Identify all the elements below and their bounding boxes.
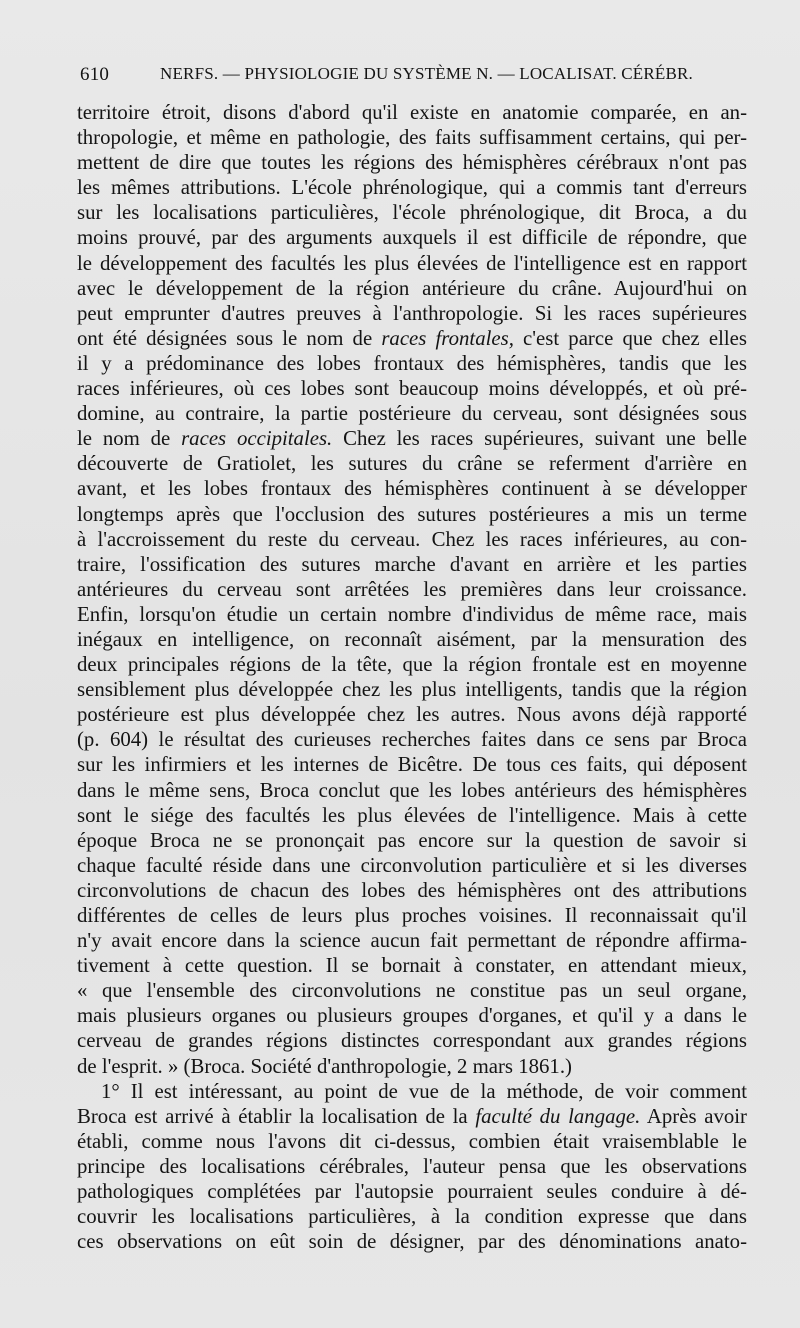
text-line: deux principales régions de la tête, que la région frontale est en moyenne [77,653,747,677]
text-line: sensiblement plus développée chez les plus intelligents, tandis que la région [77,678,747,702]
text-segment: 1° Il est intéressant, au point de vue de la méthode, de voir comment [101,1079,747,1103]
text-line [77,1104,747,1129]
text-line: à l'accroissement du reste du cerveau. Chez les races inférieures, au con- [77,527,747,551]
text-line [77,426,747,451]
text-line: différentes de celles de leurs plus proches voisines. Il reconnaissait qu'il [77,904,747,927]
page-number: 610 [80,64,110,85]
text-line: territoire étroit, disons d'abord qu'il existe en anatomie comparée, en an- [77,101,747,124]
body-text [77,100,747,1254]
text-line: thropologie, et même en pathologie, des faits suffisamment certains, qui per- [77,126,747,150]
text-line: principe des localisations cérébrales, l'auteur pensa que les observations [77,1154,747,1178]
text-line: circonvolutions de chacun des lobes des hémisphères ont des attributions [77,878,747,902]
text-line: longtemps après que l'occlusion des sutures postérieures a mis un terme [77,502,747,526]
text-line [77,1079,747,1104]
text-line: postérieure est plus développée chez les autres. Nous avons déjà rapporté [77,703,747,727]
text-line: chaque faculté réside dans une circonvolution particulière et si les diverses [77,853,747,877]
text-line: époque Broca ne se prononçait pas encore sur la question de savoir si [77,828,747,852]
text-line: moins prouvé, par des arguments auxquels il est difficile de répondre, que [77,226,747,250]
italic-term: races occipitales. [181,427,333,451]
text-line: n'y avait encore dans la science aucun fait permettant de répondre affirma- [77,929,747,953]
text-segment: ont été désignées sous le nom de [77,326,382,350]
text-line: de l'esprit. » (Broca. Société d'anthropologie, 2 mars 1861.) [77,1054,572,1078]
text-line: peut emprunter d'autres preuves à l'anthropologie. Si les races supérieures [77,301,747,325]
text-line: mettent de dire que toutes les régions des hémisphères cérébraux n'ont pas [77,151,747,175]
text-line: tivement à cette question. Il se bornait à constater, en attendant mieux, [77,954,747,978]
running-header [80,64,732,88]
running-title: NERFS. — PHYSIOLOGIE DU SYSTÈME N. — LOCALISAT. CÉRÉBR. [160,64,693,83]
text-line: mais plusieurs organes ou plusieurs groupes d'organes, et qu'il y a dans le [77,1004,747,1028]
text-line [77,326,747,351]
text-line: sur les localisations particulières, l'école phrénologique, dit Broca, a du [77,201,747,225]
text-line: cerveau de grandes régions distinctes correspondant aux grandes régions [77,1029,747,1053]
text-line: découverte de Gratiolet, les sutures du crâne se referment d'arrière en [77,452,747,476]
text-line: (p. 604) le résultat des curieuses recherches faites dans ce sens par Broca [77,728,747,752]
text-line: le développement des facultés les plus élevées de l'intelligence est en rapport [77,251,747,275]
text-line: sur les infirmiers et les internes de Bicêtre. De tous ces faits, qui déposent [77,753,747,777]
text-line: races inférieures, où ces lobes sont beaucoup moins développés, et où pré- [77,377,747,401]
text-line: ces observations on eût soin de désigner, par des dénominations anato- [77,1230,747,1254]
text-segment: c'est parce que chez elles [513,326,747,350]
text-line: couvrir les localisations particulières, à la condition expresse que dans [77,1205,747,1229]
text-line: avec le développement de la région antérieure du crâne. Aujourd'hui on [77,276,747,300]
italic-term: faculté du langage. [475,1104,641,1128]
text-line: « que l'ensemble des circonvolutions ne constitue pas un seul organe, [77,979,747,1003]
text-line: pathologiques complétées par l'autopsie pourraient seules conduire à dé- [77,1180,747,1204]
text-line: traire, l'ossification des sutures marche d'avant en arrière et les parties [77,552,747,576]
text-line: inégaux en intelligence, on reconnaît aisément, par la mensuration des [77,627,747,651]
text-line: dans le même sens, Broca conclut que les lobes antérieurs des hémisphères [77,778,747,802]
text-line: établi, comme nous l'avons dit ci-dessus, combien était vraisemblable le [77,1129,747,1153]
text-line: antérieures du cerveau sont arrêtées les premières dans leur croissance. [77,577,747,601]
text-segment: Chez les races supérieures, suivant une belle [332,427,747,451]
text-line: les mêmes attributions. L'école phrénologique, qui a commis tant d'erreurs [77,176,747,200]
text-line: domine, au contraire, la partie postérieure du cerveau, sont désignées sous [77,402,747,426]
text-line: Enfin, lorsqu'on étudie un certain nombre d'individus de même race, mais [77,602,747,626]
text-segment: le nom de [77,427,182,451]
text-line: avant, et les lobes frontaux des hémisphères continuent à se développer [77,477,747,501]
text-segment: Broca est arrivé à établir la localisation de la [77,1104,476,1128]
text-segment: Après avoir [640,1104,747,1128]
text-line: il y a prédominance des lobes frontaux des hémisphères, tandis que les [77,351,747,375]
italic-term: races frontales, [381,326,514,350]
text-line: sont le siége des facultés les plus élevées de l'intelligence. Mais à cette [77,803,747,827]
